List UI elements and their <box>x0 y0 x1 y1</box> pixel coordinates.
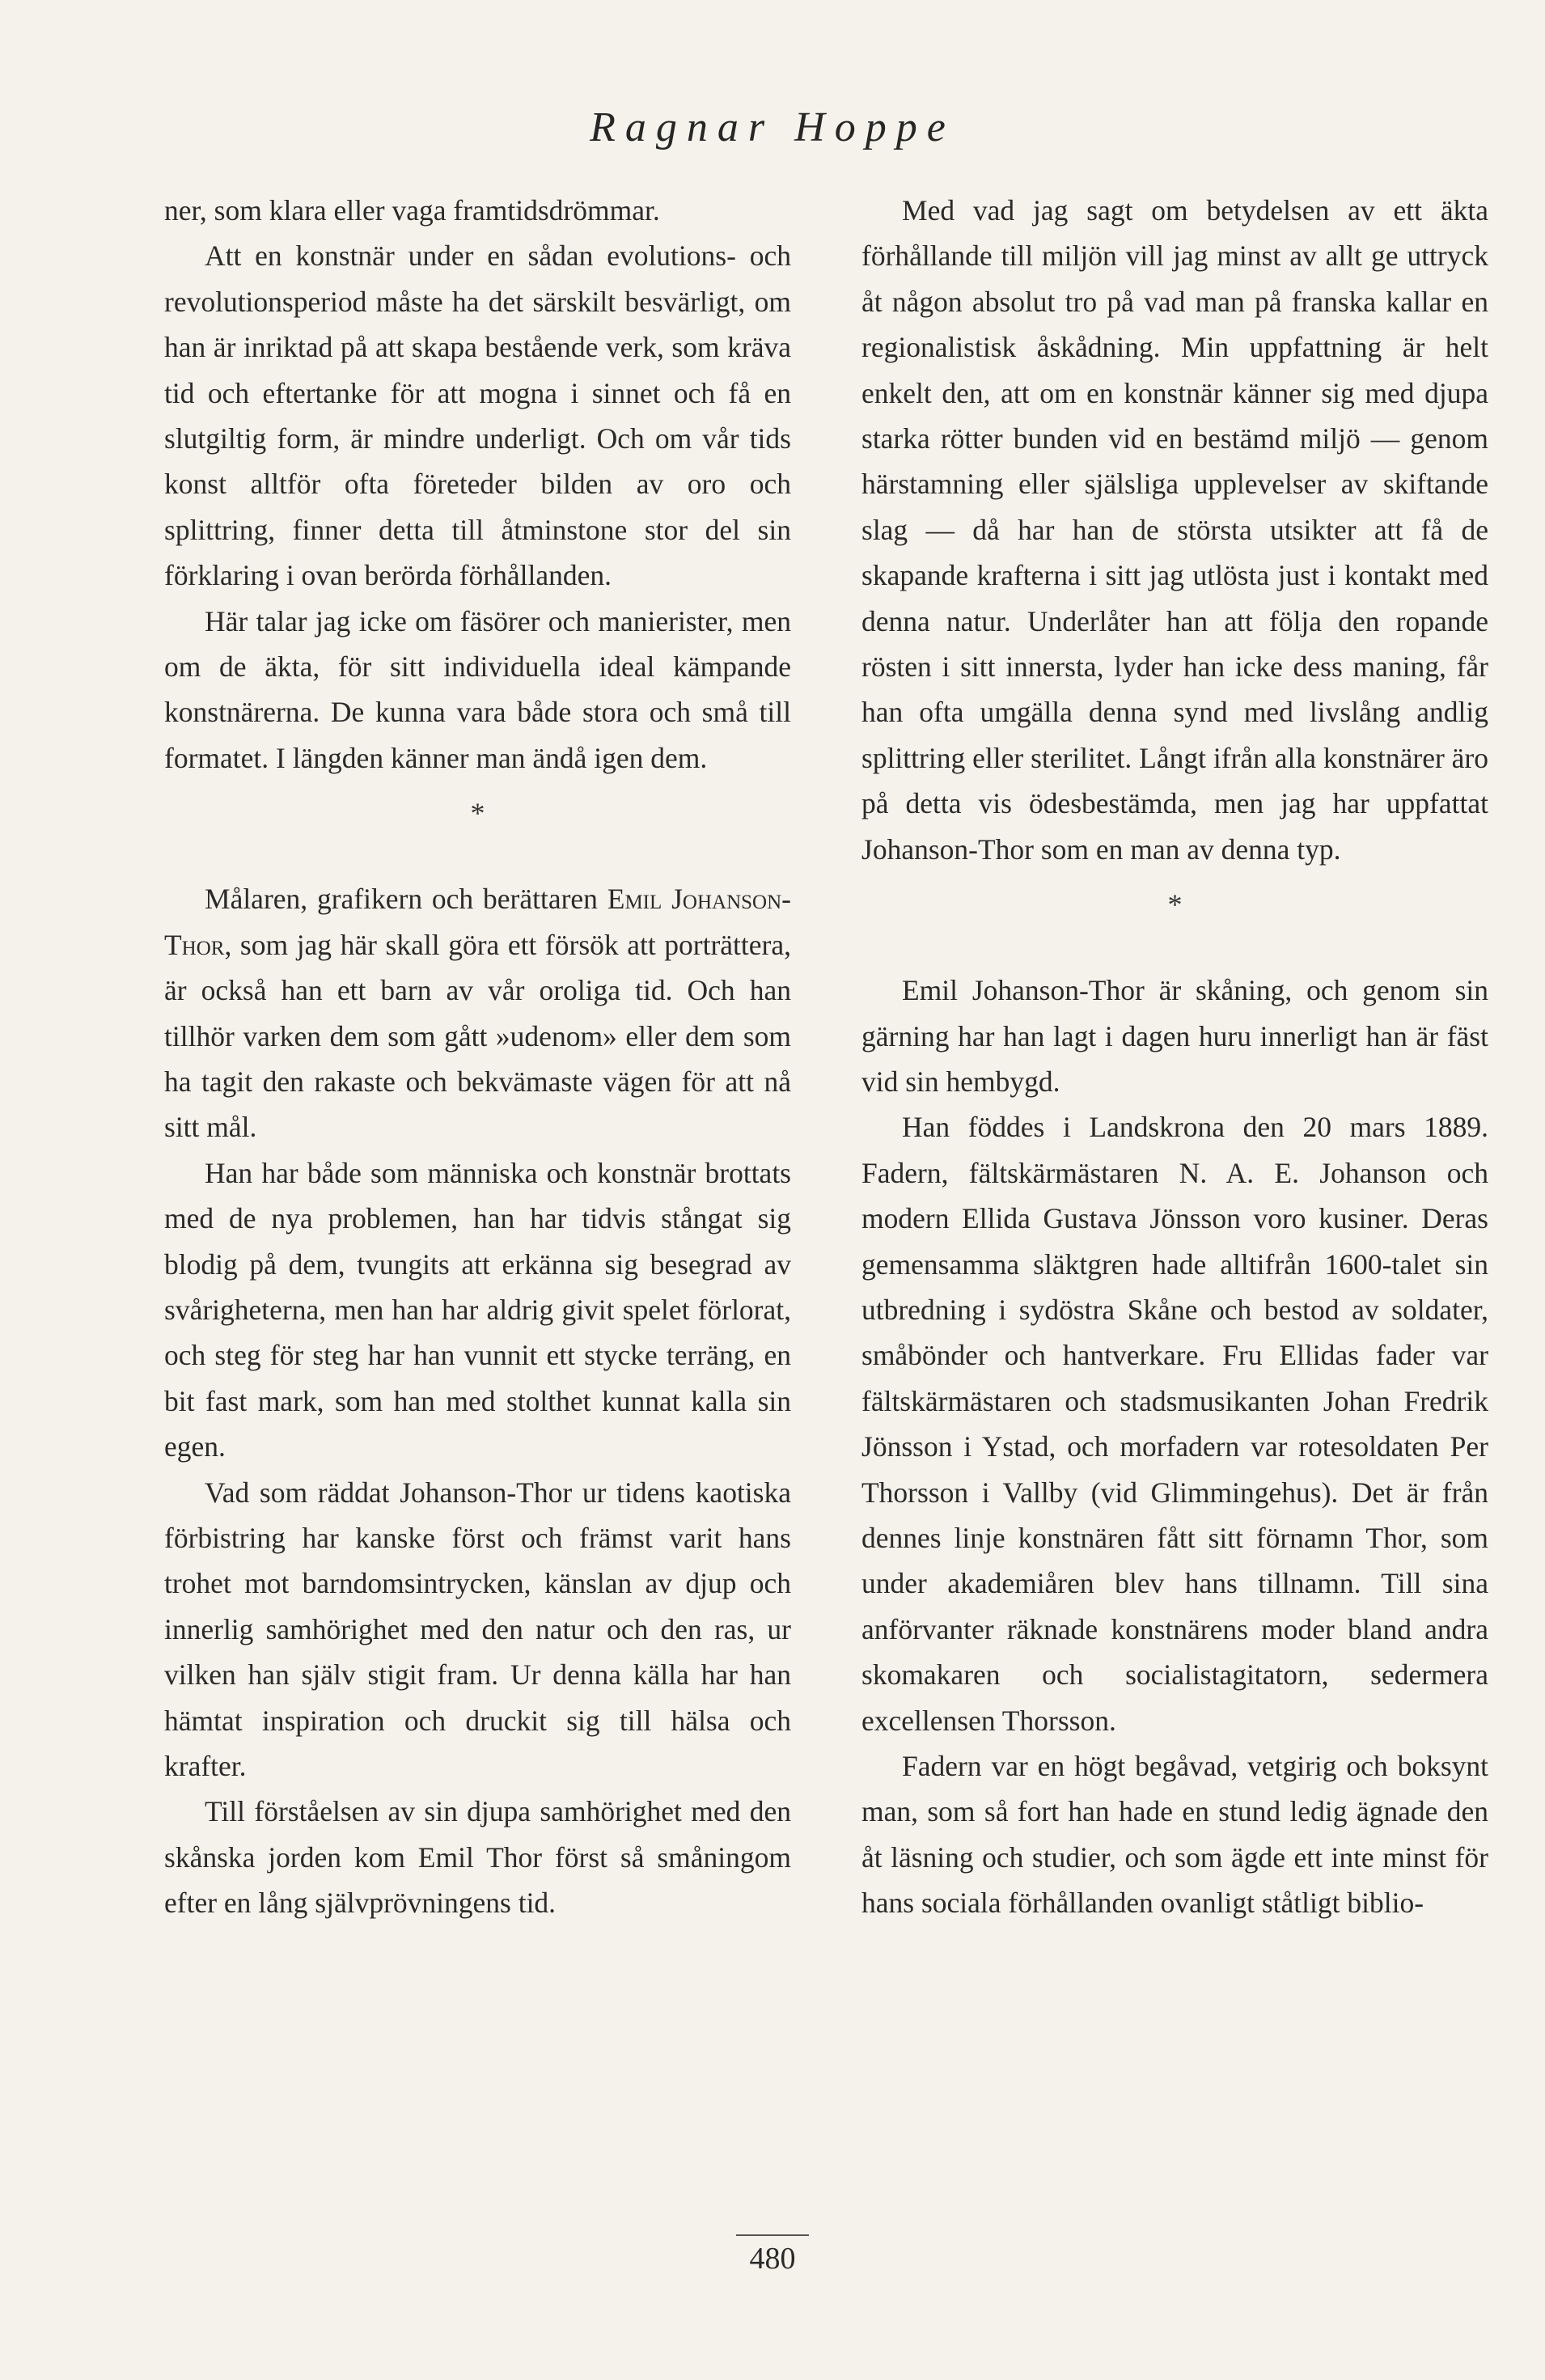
left-column <box>164 188 791 1926</box>
section-separator: * <box>470 797 485 830</box>
paragraph: Han har både som människa och konstnär brottats med de nya problemen, han har tidvis stångat sig blodig på dem, tvungits att erkänna sig besegrad av svårigheterna, men han har aldrig givit spelet förlorat, och steg för steg har han vunnit ett stycke terräng, en bit fast mark, som han med stolthet kunnat kalla sin egen. <box>164 1156 791 1463</box>
section-separator: * <box>1167 888 1183 921</box>
paragraph-text: som jag här skall göra ett försök att porträttera, är också han ett barn av vår oroliga tid. Och han tillhör varken dem som gått »udenom» eller dem som ha tagit den rakaste och bekvämaste vägen för att nå sitt mål. <box>164 928 791 1144</box>
paragraph: Att en konstnär under en sådan evolutions- och revolutionsperiod måste ha det särskilt besvärligt, om han är inriktad på att skapa bestående verk, som kräva tid och eftertanke för att mogna i sinnet och få en slutgiltig form, är mindre underligt. Och om vår tids konst alltför ofta företeder bilden av oro och splittring, finner detta till åtminstone stor del sin förklaring i ovan berörda förhållanden. <box>164 239 791 592</box>
paragraph <box>164 876 791 1150</box>
paragraph: Med vad jag sagt om betydelsen av ett äkta förhållande till miljön vill jag minst av allt ge uttryck åt någon absolut tro på vad man på franska kallar en regionalistisk åskådning. Min uppfattning är helt enkelt den, att om en konstnär känner sig med djupa starka rötter bunden vid en bestämd miljö — genom härstamning eller själsliga upplevelser av skiftande slag — då har han de största utsikter att få de skapande krafterna i sitt jag utlösta just i kontakt med denna natur. Underlåter han att följa den ropande rösten i sitt innersta, lyder han icke dess maning, får han ofta umgälla denna synd med livslång andlig splittring eller sterilitet. Långt ifrån alla konstnärer äro på detta vis ödesbestämda, men jag har uppfattat Johanson-Thor som en man av denna typ. <box>861 194 1488 866</box>
artist-name: Emil Johanson-Thor, <box>164 883 791 961</box>
paragraph-text: Målaren, grafikern och berättaren <box>205 883 607 916</box>
paragraph: Till förståelsen av sin djupa samhörighet med den skånska jorden kom Emil Thor först så småningom efter en lång självprövningens tid. <box>164 1795 791 1920</box>
page-number: 480 <box>749 2242 796 2276</box>
right-column <box>861 188 1488 1926</box>
footer-rule <box>736 2234 809 2236</box>
paragraph: Han föddes i Landskrona den 20 mars 1889. Fadern, fältskärmästaren N. A. E. Johanson och modern Ellida Gustava Jönsson voro kusiner. Deras gemensamma släktgren hade alltifrån 1600-talet sin utbredning i sydöstra Skåne och bestod av soldater, småbönder och hantverkare. Fru Ellidas fader var fältskärmästaren och stadsmusikanten Johan Fredrik Jönsson i Ystad, och morfadern var rotesoldaten Per Thorsson i Vallby (vid Glimmingehus). Det är från dennes linje konstnären fått sitt förnamn Thor, som under akademiåren blev hans tillnamn. Till sina anförvanter räknade konstnärens moder bland andra skomakaren och socialistagitatorn, sedermera excellensen Thorsson. <box>861 1111 1488 1737</box>
paragraph: Här talar jag icke om fäsörer och manierister, men om de äkta, för sitt individuella ideal kämpande konstnärerna. De kunna vara både stora och små till formatet. I längden känner man ändå igen dem. <box>164 604 791 774</box>
running-header: Ragnar Hoppe <box>590 104 955 150</box>
paragraph: Emil Johanson-Thor är skåning, och genom sin gärning har han lagt i dagen huru innerligt han är fäst vid sin hembygd. <box>861 974 1488 1098</box>
page-footer <box>0 2234 1545 2276</box>
paragraph: Vad som räddat Johanson-Thor ur tidens kaotiska förbistring har kanske först och främst varit hans trohet mot barndomsintrycken, känslan av djup och innerlig samhörighet med den natur och den ras, ur vilken han själv stigit fram. Ur denna källa har han hämtat inspiration och druckit sig till hälsa och krafter. <box>164 1476 791 1782</box>
paragraph: ner, som klara eller vaga framtidsdrömmar. <box>164 194 660 227</box>
paragraph: Fadern var en högt begåvad, vetgirig och boksynt man, som så fort han hade en stund ledig ägnade den åt läsning och studier, och som ägde ett inte minst för hans sociala förhållanden ovanligt ståtligt biblio- <box>861 1750 1488 1920</box>
